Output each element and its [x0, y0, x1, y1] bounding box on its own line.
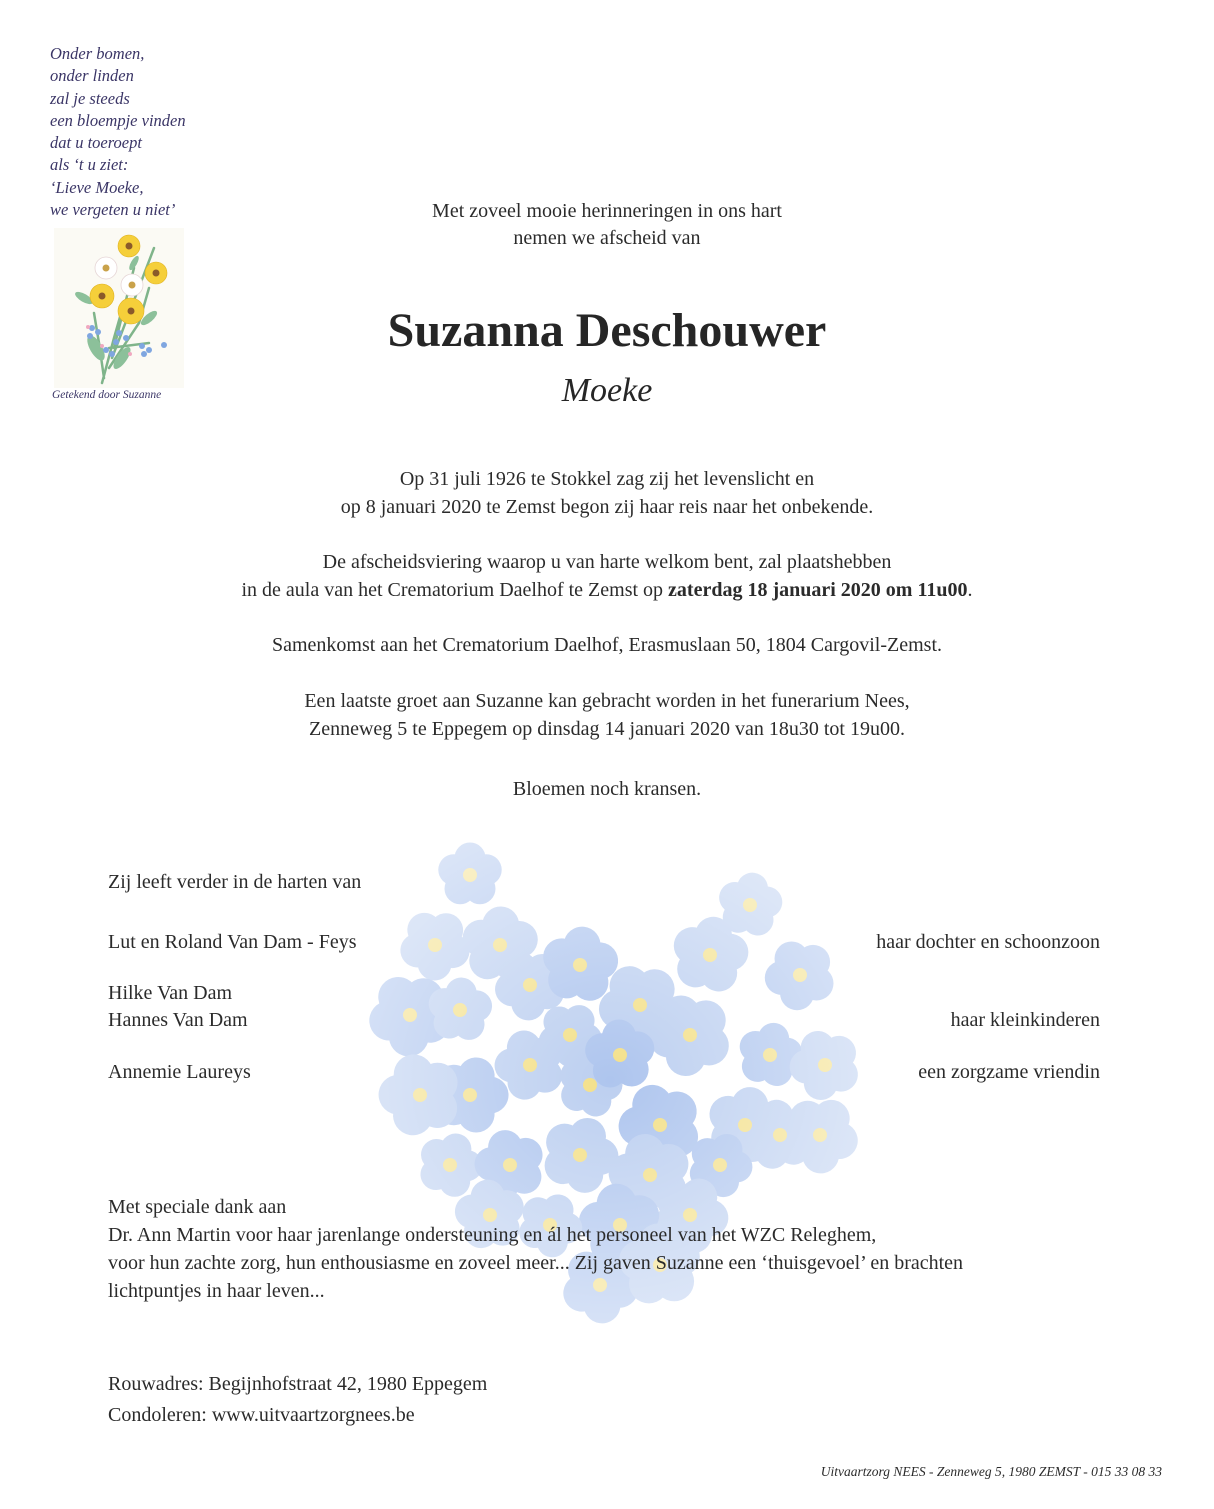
contact-info	[108, 1369, 487, 1431]
survivor-name: Hilke Van Dam	[108, 982, 233, 1004]
paragraph-line: De afscheidsviering waarop u van harte welkom bent, zal plaatshebben	[322, 551, 892, 573]
paragraph-line: Een laatste groet aan Suzanne kan gebracht worden in het funerarium Nees,	[304, 690, 910, 712]
ceremony-location: in de aula van het Crematorium Daelhof te Zemst op	[241, 578, 669, 601]
poem	[50, 43, 186, 221]
thanks-paragraph	[108, 1193, 963, 1305]
poem-line: een bloempje vinden	[50, 110, 186, 130]
poem-line: zal je steeds	[50, 88, 130, 108]
thanks-line: lichtpuntjes in haar leven...	[108, 1280, 325, 1302]
poem-line: dat u toeroept	[50, 133, 142, 153]
mourning-address: Rouwadres: Begijnhofstraat 42, 1980 Eppegem	[108, 1373, 488, 1395]
thanks-line: Met speciale dank aan	[108, 1196, 287, 1218]
poem-line: als ‘t u ziet:	[50, 155, 129, 175]
deceased-name: Suzanna Deschouwer	[387, 304, 827, 357]
survivor-name: Hannes Van Dam	[108, 1009, 248, 1031]
ceremony-datetime: zaterdag 18 januari 2020 om 11u00	[668, 578, 968, 601]
poem-line: ‘Lieve Moeke,	[50, 177, 144, 197]
paragraph-line: Zenneweg 5 te Eppegem op dinsdag 14 januari 2020 van 18u30 tot 19u00.	[309, 717, 905, 740]
ceremony-period: .	[967, 578, 973, 601]
poem-line: we vergeten u niet’	[50, 200, 176, 220]
bouquet-caption: Getekend door Suzanne	[52, 389, 162, 401]
ceremony-paragraph	[0, 549, 1214, 604]
birth-death-paragraph	[0, 466, 1214, 521]
survivor-relation: haar kleinkinderen	[950, 1009, 1100, 1031]
deceased-nickname: Moeke	[561, 372, 653, 409]
survivor-relation: haar dochter en schoonzoon	[876, 931, 1100, 953]
survivor-name: Annemie Laureys	[108, 1061, 251, 1083]
thanks-line: voor hun zachte zorg, hun enthousiasme en zoveel meer... Zij gaven Suzanne een ‘thuisgevoel’ en brachten	[108, 1252, 964, 1274]
poem-line: Onder bomen,	[50, 44, 145, 63]
flowers-note: Bloemen noch kransen.	[512, 778, 702, 800]
intro-line: Met zoveel mooie herinneringen in ons hart	[432, 200, 782, 222]
paragraph-line: op 8 januari 2020 te Zemst begon zij haar reis naar het onbekende.	[340, 495, 874, 518]
gathering-paragraph: Samenkomst aan het Crematorium Daelhof, Erasmuslaan 50, 1804 Cargovil-Zemst.	[271, 634, 943, 656]
intro-text	[0, 198, 1214, 252]
survivor-relation: een zorgzame vriendin	[918, 1061, 1100, 1083]
paragraph-line: Op 31 juli 1926 te Stokkel zag zij het levenslicht en	[399, 468, 815, 490]
visitation-paragraph	[0, 688, 1214, 743]
condolence-link[interactable]: Condoleren: www.uitvaartzorgnees.be	[108, 1404, 415, 1426]
survivors-title: Zij leeft verder in de harten van	[108, 871, 362, 893]
poem-line: onder linden	[50, 66, 134, 86]
survivor-name: Lut en Roland Van Dam - Feys	[108, 931, 357, 953]
thanks-line: Dr. Ann Martin voor haar jarenlange ondersteuning en ál het personeel van het WZC Releghem,	[108, 1224, 877, 1246]
intro-line: nemen we afscheid van	[513, 227, 701, 249]
funeral-home-footer: Uitvaartzorg NEES - Zenneweg 5, 1980 ZEMST - 015 33 08 33	[820, 1464, 1162, 1479]
paragraph-line	[0, 577, 1214, 605]
